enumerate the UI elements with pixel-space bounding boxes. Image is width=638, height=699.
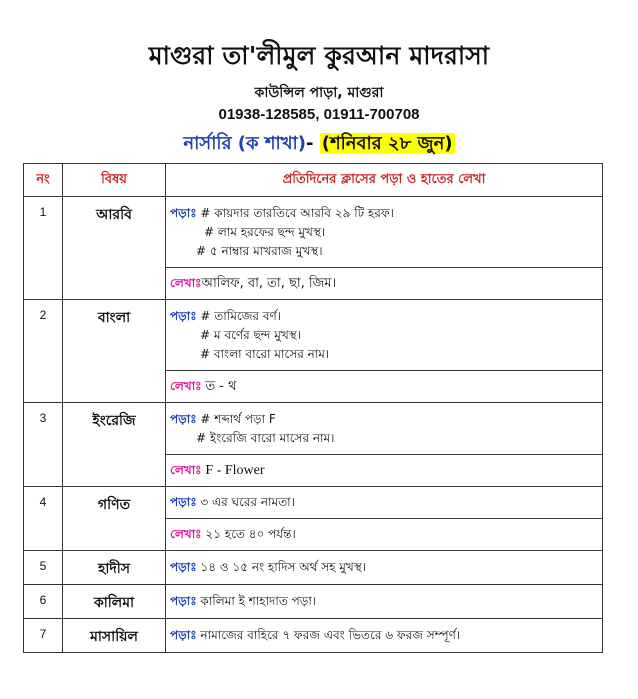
table-row <box>24 487 603 519</box>
lekha-cell <box>166 371 603 403</box>
pora-label: পড়াঃ <box>170 628 197 642</box>
pora-line: # লাম হরফের ছন্দ মুখস্থ। <box>204 225 326 239</box>
pora-cell <box>166 197 603 268</box>
lesson-table <box>23 163 603 653</box>
lekha-cell <box>166 455 603 487</box>
pora-label: পড়াঃ <box>170 309 197 323</box>
pora-cell <box>166 551 603 585</box>
pora-line: ১৪ ও ১৫ নং হাদিস অর্থ সহ মুখস্থ। <box>200 560 367 574</box>
row-number: 3 <box>24 403 63 487</box>
date-highlight: (শনিবার ২৮ জুন) <box>321 133 453 154</box>
table-row <box>24 619 603 653</box>
lekha-cell <box>166 268 603 300</box>
phone-numbers: 01938-128585, 01911-700708 <box>218 106 420 123</box>
page-title: মাগুরা তা'লীমুল কুরআন মাদরাসা <box>148 41 490 70</box>
pora-cell <box>166 619 603 653</box>
lekha-label: লেখাঃ <box>170 463 202 477</box>
row-number: 6 <box>24 585 63 619</box>
lekha-label: লেখাঃ <box>170 527 202 541</box>
pora-line: নামাজের বাহিরে ৭ ফরজ এবং ভিতরে ৬ ফরজ সম্পূর্ণ। <box>200 628 461 642</box>
pora-line: কালিমা ই শাহাদাত পড়া। <box>200 594 317 608</box>
lekha-text: আলিফ, বা, তা, ছা, জিম। <box>201 276 337 291</box>
table-header-row <box>24 164 603 197</box>
header-subject: বিষয় <box>63 164 166 197</box>
lekha-text: F - Flower <box>205 463 265 478</box>
row-subject: ইংরেজি <box>63 403 166 487</box>
pora-label: পড়াঃ <box>170 412 197 426</box>
pora-line: # ইংরেজি বারো মাসের নাম। <box>196 431 335 445</box>
table-row <box>24 551 603 585</box>
pora-line: # ৫ নাম্বার মাখরাজ মুখস্থ। <box>196 244 323 258</box>
lekha-text: ২১ হতে ৪০ পর্যন্ত। <box>205 527 296 541</box>
row-number: 5 <box>24 551 63 585</box>
row-number: 7 <box>24 619 63 653</box>
pora-cell <box>166 585 603 619</box>
pora-line: # শব্দার্থ পড়া F <box>200 412 276 426</box>
row-number: 4 <box>24 487 63 551</box>
pora-line: # তামিজের বর্ণ। <box>200 309 282 323</box>
row-subject: হাদীস <box>63 551 166 585</box>
pora-line: # বাংলা বারো মাসের নাম। <box>200 347 330 361</box>
pora-label: পড়াঃ <box>170 495 197 509</box>
row-subject: গণিত <box>63 487 166 551</box>
lekha-cell <box>166 519 603 551</box>
row-subject: কালিমা <box>63 585 166 619</box>
table-row <box>24 197 603 268</box>
row-number: 2 <box>24 300 63 403</box>
address: কাউন্সিল পাড়া, মাগুরা <box>254 85 384 101</box>
row-number: 1 <box>24 197 63 300</box>
pora-line: ৩ এর ঘরের নামতা। <box>200 495 295 509</box>
pora-line: # ম বর্ণের ছন্দ মুখস্থ। <box>200 328 302 342</box>
lekha-label: লেখাঃ <box>170 276 202 290</box>
subtitle-dash: - <box>305 133 314 154</box>
header-content: প্রতিদিনের ক্লাসের পড়া ও হাতের লেখা <box>166 164 603 197</box>
branch-label: নার্সারি (ক শাখা) <box>183 133 306 154</box>
pora-label: পড়াঃ <box>170 560 197 574</box>
header-no: নং <box>24 164 63 197</box>
pora-cell <box>166 300 603 371</box>
table-row <box>24 403 603 455</box>
pora-label: পড়াঃ <box>170 594 197 608</box>
pora-label: পড়াঃ <box>170 206 197 220</box>
table-row <box>24 585 603 619</box>
pora-cell <box>166 487 603 519</box>
pora-cell <box>166 403 603 455</box>
pora-line: # কায়দার তারতিবে আরবি ২৯ টি হরফ। <box>200 206 394 220</box>
table-row <box>24 300 603 371</box>
row-subject: মাসায়িল <box>63 619 166 653</box>
class-subtitle <box>0 129 638 160</box>
row-subject: আরবি <box>63 197 166 300</box>
lekha-label: লেখাঃ <box>170 379 202 393</box>
lekha-text: ত - থ <box>205 379 237 394</box>
row-subject: বাংলা <box>63 300 166 403</box>
